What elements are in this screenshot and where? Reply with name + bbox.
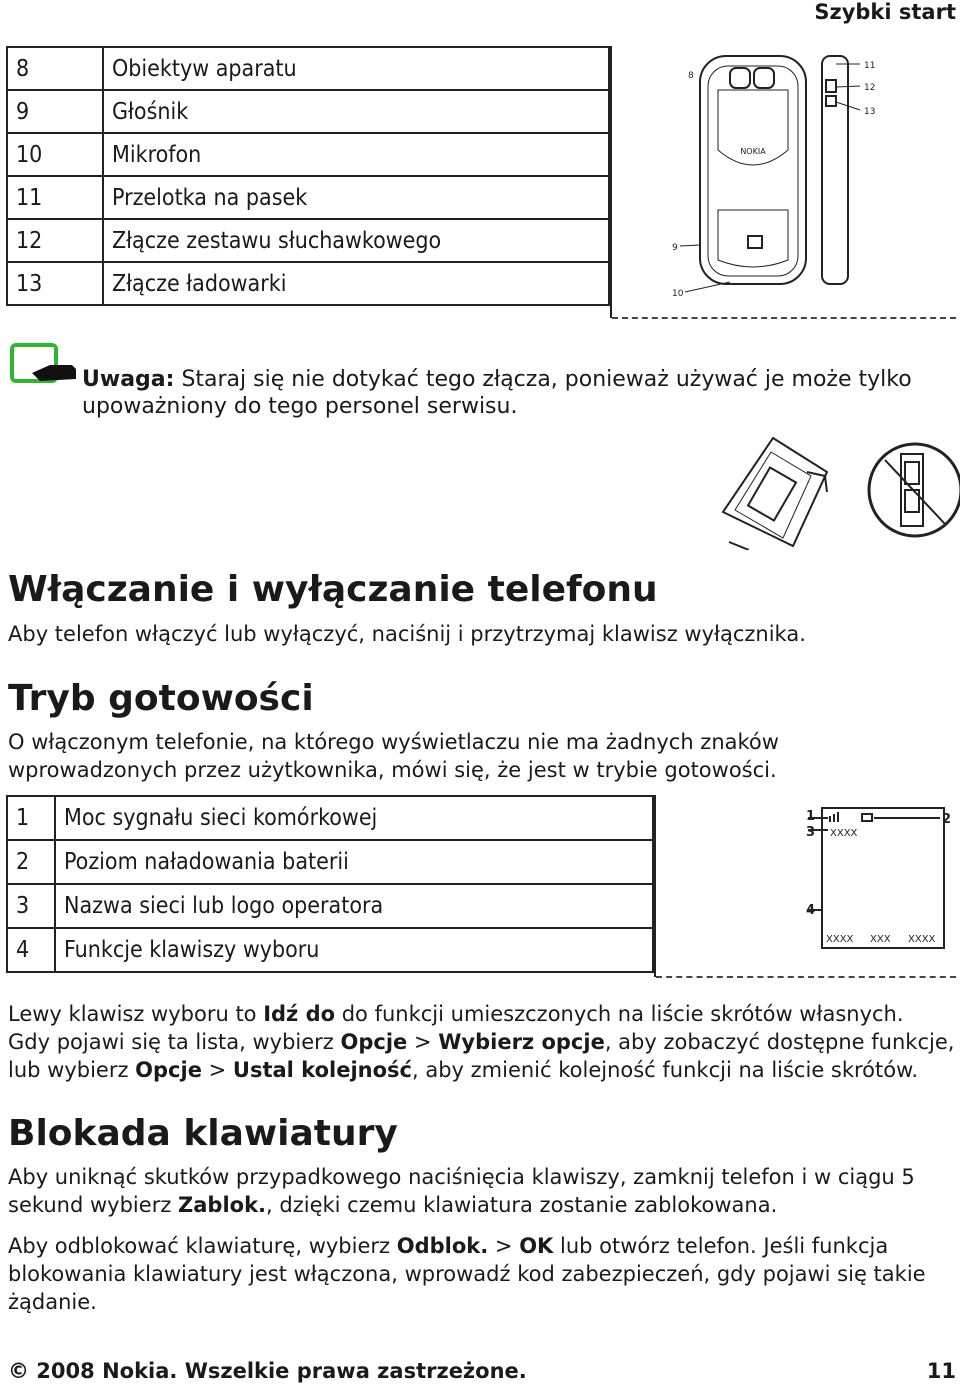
parts-table-2 — [6, 795, 654, 973]
phone-power-key-figure — [715, 432, 960, 550]
softkey-right: XXXX — [908, 934, 936, 945]
text-run: Aby uniknąć skutków przypadkowego naciśnięcia klawiszy, zamknij telefon i w ciągu 5 sekund wybierz — [8, 1165, 915, 1217]
parts-table-1 — [6, 46, 610, 306]
text-run: , dzięki czemu klawiatura zostanie zablokowana. — [266, 1193, 778, 1217]
callout-10: 10 — [672, 289, 684, 299]
figure-frame-bottom — [656, 976, 956, 978]
table-row — [7, 219, 609, 262]
menu-term: Wybierz opcje — [438, 1030, 605, 1054]
callout-1: 1 — [806, 809, 816, 824]
keylock-section-title: Blokada klawiatury — [8, 1113, 398, 1154]
table-row — [7, 796, 653, 840]
figure-frame-bottom — [612, 317, 956, 319]
table-row — [7, 47, 609, 90]
part-label: Obiektyw aparatu — [103, 47, 609, 90]
note-text: Staraj się nie dotykać tego złącza, ponieważ używać je może tylko upoważniony do tego personel serwisu. — [82, 367, 912, 419]
part-label: Nazwa sieci lub logo operatora — [55, 884, 653, 928]
part-label: Mikrofon — [103, 133, 609, 176]
part-number: 9 — [7, 90, 103, 133]
text-run: Lewy klawisz wyboru to — [8, 1002, 264, 1026]
menu-term: Opcje — [135, 1058, 202, 1082]
selection-keys-text — [8, 1000, 956, 1084]
page-number: 11 — [926, 1359, 956, 1383]
callout-11: 11 — [864, 61, 876, 71]
part-label: Funkcje klawiszy wyboru — [55, 928, 653, 972]
table-row — [7, 176, 609, 219]
callout-8: 8 — [688, 71, 694, 81]
table-row — [7, 884, 653, 928]
menu-term: Opcje — [340, 1030, 408, 1054]
text-run: Gdy pojawi się ta lista, wybierz — [8, 1030, 341, 1054]
keylock-paragraph-2 — [8, 1232, 956, 1316]
text-run: Aby odblokować klawiaturę, wybierz — [8, 1234, 397, 1258]
callout-9: 9 — [672, 243, 678, 253]
text-run: do funkcji umieszczonych na liście skrótów własnych. — [335, 1002, 904, 1026]
text-run: > — [407, 1030, 439, 1054]
part-number: 1 — [7, 796, 55, 840]
table-row — [7, 928, 653, 972]
callout-13: 13 — [864, 107, 876, 117]
part-label: Złącze zestawu słuchawkowego — [103, 219, 609, 262]
part-label: Złącze ładowarki — [103, 262, 609, 305]
part-number: 12 — [7, 219, 103, 262]
text-run: lub otwórz telefon. Jeśli funkcja blokowania klawiatury jest włączona, wprowadź kod zabezpieczeń, gdy pojawi się takie żądanie. — [8, 1234, 926, 1314]
part-number: 10 — [7, 133, 103, 176]
part-label: Poziom naładowania baterii — [55, 840, 653, 884]
menu-term: Ustal kolejność — [232, 1058, 412, 1082]
softkey-left: XXXX — [826, 934, 854, 945]
part-label: Przelotka na pasek — [103, 176, 609, 219]
menu-term: Idź do — [263, 1002, 336, 1026]
part-label: Głośnik — [103, 90, 609, 133]
text-run: > — [488, 1234, 520, 1258]
table-row — [7, 133, 609, 176]
text-run: , aby zobaczyć dostępne funkcje, — [604, 1030, 955, 1054]
note-label: Uwaga: — [82, 367, 175, 392]
page-footer — [8, 1358, 956, 1384]
table-row — [7, 262, 609, 305]
standby-section-text: O włączonym telefonie, na którego wyświetlaczu nie ma żadnych znaków wprowadzonych przez użytkownika, mówi się, że jest w trybie gotowości. — [8, 730, 779, 782]
operator-placeholder: XXXX — [830, 828, 858, 839]
standby-section-title: Tryb gotowości — [8, 678, 314, 719]
menu-term: OK — [519, 1234, 554, 1258]
part-number: 11 — [7, 176, 103, 219]
text-run: , aby zmienić kolejność funkcji na liście skrótów. — [411, 1058, 919, 1082]
callout-3: 3 — [806, 825, 816, 840]
text-run: > — [201, 1058, 233, 1082]
softkey-middle: XXX — [870, 934, 891, 945]
keylock-paragraph-1 — [8, 1163, 956, 1219]
note-box — [8, 366, 948, 420]
copyright-text: © 2008 Nokia. Wszelkie prawa zastrzeżone. — [8, 1359, 527, 1383]
part-number: 2 — [7, 840, 55, 884]
text-run: lub wybierz — [8, 1058, 136, 1082]
part-number: 8 — [7, 47, 103, 90]
part-number: 13 — [7, 262, 103, 305]
figure-frame-left — [610, 46, 612, 318]
menu-term: Zablok. — [178, 1193, 267, 1217]
callout-12: 12 — [864, 83, 876, 93]
callout-2: 2 — [942, 812, 952, 827]
callout-4: 4 — [806, 903, 816, 918]
table-row — [7, 90, 609, 133]
phone-back-figure — [660, 50, 890, 305]
menu-term: Odblok. — [396, 1234, 489, 1258]
power-section-text: Aby telefon włączyć lub wyłączyć, naciśnij i przytrzymaj klawisz wyłącznika. — [8, 622, 806, 646]
part-label: Moc sygnału sieci komórkowej — [55, 796, 653, 840]
standby-display-figure — [800, 800, 960, 950]
power-section-title: Włączanie i wyłączanie telefonu — [8, 569, 658, 610]
part-number: 4 — [7, 928, 55, 972]
figure-brand-label: NOKIA — [740, 147, 766, 156]
section-header: Szybki start — [814, 0, 956, 24]
part-number: 3 — [7, 884, 55, 928]
figure-frame-left — [654, 795, 656, 977]
table-row — [7, 840, 653, 884]
